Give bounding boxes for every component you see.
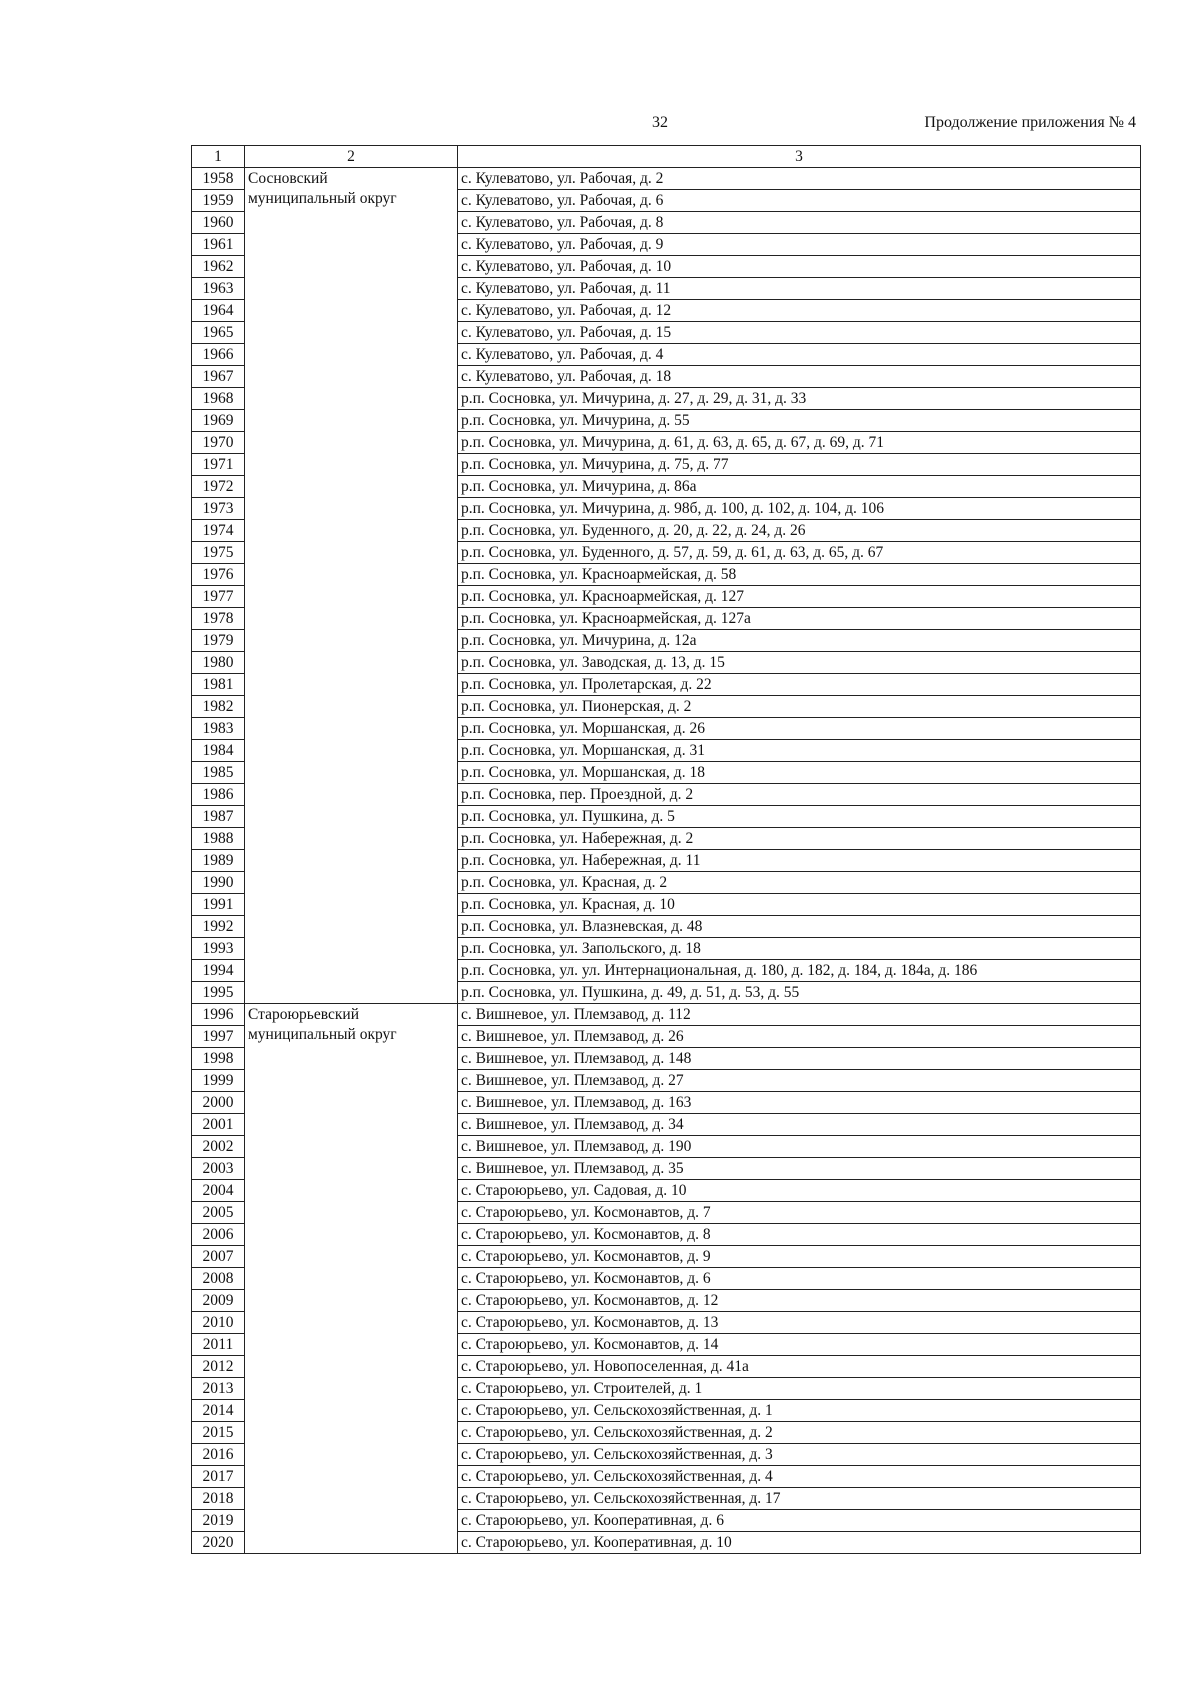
row-number: 1969 [192,410,245,432]
address-cell: с. Кулеватово, ул. Рабочая, д. 12 [458,300,1141,322]
row-number: 1992 [192,916,245,938]
address-cell: с. Кулеватово, ул. Рабочая, д. 18 [458,366,1141,388]
row-number: 1973 [192,498,245,520]
address-cell: с. Староюрьево, ул. Космонавтов, д. 12 [458,1290,1141,1312]
address-cell: р.п. Сосновка, ул. Красноармейская, д. 58 [458,564,1141,586]
address-cell: с. Староюрьево, ул. Сельскохозяйственная, д. 2 [458,1422,1141,1444]
address-cell: с. Вишневое, ул. Племзавод, д. 35 [458,1158,1141,1180]
address-cell: р.п. Сосновка, пер. Проездной, д. 2 [458,784,1141,806]
row-number: 1971 [192,454,245,476]
address-cell: с. Кулеватово, ул. Рабочая, д. 4 [458,344,1141,366]
row-number: 1979 [192,630,245,652]
address-cell: р.п. Сосновка, ул. Мичурина, д. 27, д. 29, д. 31, д. 33 [458,388,1141,410]
address-cell: р.п. Сосновка, ул. Мичурина, д. 12а [458,630,1141,652]
address-cell: с. Вишневое, ул. Племзавод, д. 34 [458,1114,1141,1136]
row-number: 2015 [192,1422,245,1444]
row-number: 2002 [192,1136,245,1158]
row-number: 1997 [192,1026,245,1048]
row-number: 1959 [192,190,245,212]
address-cell: с. Вишневое, ул. Племзавод, д. 27 [458,1070,1141,1092]
address-cell: р.п. Сосновка, ул. Мичурина, д. 61, д. 63, д. 65, д. 67, д. 69, д. 71 [458,432,1141,454]
row-number: 1962 [192,256,245,278]
row-number: 1966 [192,344,245,366]
address-cell: с. Староюрьево, ул. Кооперативная, д. 6 [458,1510,1141,1532]
address-cell: р.п. Сосновка, ул. Моршанская, д. 26 [458,718,1141,740]
address-table-container [191,145,1140,1554]
row-number: 1972 [192,476,245,498]
address-cell: р.п. Сосновка, ул. Влазневская, д. 48 [458,916,1141,938]
address-cell: с. Кулеватово, ул. Рабочая, д. 6 [458,190,1141,212]
table-row [192,168,1141,190]
row-number: 2011 [192,1334,245,1356]
address-cell: с. Староюрьево, ул. Космонавтов, д. 13 [458,1312,1141,1334]
address-cell: с. Вишневое, ул. Племзавод, д. 190 [458,1136,1141,1158]
row-number: 1990 [192,872,245,894]
row-number: 1988 [192,828,245,850]
address-cell: с. Вишневое, ул. Племзавод, д. 148 [458,1048,1141,1070]
row-number: 1967 [192,366,245,388]
row-number: 1982 [192,696,245,718]
address-cell: р.п. Сосновка, ул. Пушкина, д. 5 [458,806,1141,828]
address-cell: с. Староюрьево, ул. Сельскохозяйственная, д. 1 [458,1400,1141,1422]
address-cell: р.п. Сосновка, ул. Набережная, д. 11 [458,850,1141,872]
row-number: 1985 [192,762,245,784]
row-number: 1975 [192,542,245,564]
table-body [192,168,1141,1554]
row-number: 1960 [192,212,245,234]
address-cell: р.п. Сосновка, ул. Пушкина, д. 49, д. 51, д. 53, д. 55 [458,982,1141,1004]
row-number: 1970 [192,432,245,454]
table-header-row [192,146,1141,168]
row-number: 2007 [192,1246,245,1268]
column-header-1: 1 [192,146,245,168]
row-number: 2004 [192,1180,245,1202]
district-name-line2: муниципальный округ [248,190,397,207]
table-row [192,1004,1141,1026]
address-cell: с. Староюрьево, ул. Кооперативная, д. 10 [458,1532,1141,1554]
row-number: 1965 [192,322,245,344]
district-name-line1: Староюрьевский [248,1006,359,1023]
row-number: 2006 [192,1224,245,1246]
address-cell: р.п. Сосновка, ул. Буденного, д. 20, д. 22, д. 24, д. 26 [458,520,1141,542]
row-number: 1964 [192,300,245,322]
address-cell: с. Кулеватово, ул. Рабочая, д. 9 [458,234,1141,256]
appendix-continuation-note: Продолжение приложения № 4 [924,114,1136,131]
row-number: 1983 [192,718,245,740]
address-cell: с. Староюрьево, ул. Сельскохозяйственная, д. 4 [458,1466,1141,1488]
address-cell: с. Староюрьево, ул. Сельскохозяйственная, д. 17 [458,1488,1141,1510]
address-cell: р.п. Сосновка, ул. Мичурина, д. 55 [458,410,1141,432]
row-number: 2013 [192,1378,245,1400]
row-number: 1981 [192,674,245,696]
row-number: 1977 [192,586,245,608]
address-cell: с. Кулеватово, ул. Рабочая, д. 2 [458,168,1141,190]
column-header-2: 2 [245,146,458,168]
column-header-3: 3 [458,146,1141,168]
address-cell: с. Староюрьево, ул. Космонавтов, д. 14 [458,1334,1141,1356]
row-number: 1968 [192,388,245,410]
row-number: 2016 [192,1444,245,1466]
address-cell: с. Кулеватово, ул. Рабочая, д. 10 [458,256,1141,278]
address-cell: р.п. Сосновка, ул. Красная, д. 2 [458,872,1141,894]
district-name-line2: муниципальный округ [248,1026,397,1043]
page-number: 32 [652,114,668,131]
row-number: 2003 [192,1158,245,1180]
address-cell: с. Староюрьево, ул. Новопоселенная, д. 41а [458,1356,1141,1378]
row-number: 2018 [192,1488,245,1510]
row-number: 2020 [192,1532,245,1554]
row-number: 1994 [192,960,245,982]
row-number: 1993 [192,938,245,960]
address-cell: с. Староюрьево, ул. Космонавтов, д. 9 [458,1246,1141,1268]
row-number: 1991 [192,894,245,916]
row-number: 2009 [192,1290,245,1312]
address-cell: р.п. Сосновка, ул. Моршанская, д. 18 [458,762,1141,784]
address-cell: р.п. Сосновка, ул. Красноармейская, д. 127а [458,608,1141,630]
address-cell: р.п. Сосновка, ул. Красноармейская, д. 127 [458,586,1141,608]
address-cell: с. Староюрьево, ул. Сельскохозяйственная, д. 3 [458,1444,1141,1466]
row-number: 2017 [192,1466,245,1488]
address-cell: р.п. Сосновка, ул. Заводская, д. 13, д. 15 [458,652,1141,674]
address-cell: с. Староюрьево, ул. Строителей, д. 1 [458,1378,1141,1400]
row-number: 1996 [192,1004,245,1026]
row-number: 1963 [192,278,245,300]
row-number: 1958 [192,168,245,190]
row-number: 1961 [192,234,245,256]
address-cell: с. Кулеватово, ул. Рабочая, д. 8 [458,212,1141,234]
address-cell: с. Кулеватово, ул. Рабочая, д. 11 [458,278,1141,300]
row-number: 2012 [192,1356,245,1378]
district-name-cell [245,168,458,1004]
address-cell: с. Староюрьево, ул. Космонавтов, д. 7 [458,1202,1141,1224]
district-name-line1: Сосновский [248,170,328,187]
row-number: 1974 [192,520,245,542]
row-number: 1989 [192,850,245,872]
row-number: 2001 [192,1114,245,1136]
address-cell: р.п. Сосновка, ул. ул. Интернациональная, д. 180, д. 182, д. 184, д. 184а, д. 186 [458,960,1141,982]
address-cell: р.п. Сосновка, ул. Пролетарская, д. 22 [458,674,1141,696]
row-number: 1987 [192,806,245,828]
row-number: 1984 [192,740,245,762]
address-cell: с. Кулеватово, ул. Рабочая, д. 15 [458,322,1141,344]
row-number: 1995 [192,982,245,1004]
row-number: 1998 [192,1048,245,1070]
row-number: 2005 [192,1202,245,1224]
row-number: 1999 [192,1070,245,1092]
address-cell: с. Староюрьево, ул. Садовая, д. 10 [458,1180,1141,1202]
address-cell: р.п. Сосновка, ул. Буденного, д. 57, д. 59, д. 61, д. 63, д. 65, д. 67 [458,542,1141,564]
address-cell: р.п. Сосновка, ул. Набережная, д. 2 [458,828,1141,850]
address-cell: р.п. Сосновка, ул. Мичурина, д. 98б, д. 100, д. 102, д. 104, д. 106 [458,498,1141,520]
address-cell: р.п. Сосновка, ул. Пионерская, д. 2 [458,696,1141,718]
address-cell: р.п. Сосновка, ул. Красная, д. 10 [458,894,1141,916]
row-number: 2000 [192,1092,245,1114]
row-number: 2010 [192,1312,245,1334]
address-cell: с. Староюрьево, ул. Космонавтов, д. 8 [458,1224,1141,1246]
address-cell: р.п. Сосновка, ул. Запольского, д. 18 [458,938,1141,960]
row-number: 1978 [192,608,245,630]
district-name-cell [245,1004,458,1554]
row-number: 1976 [192,564,245,586]
address-cell: с. Вишневое, ул. Племзавод, д. 112 [458,1004,1141,1026]
row-number: 2019 [192,1510,245,1532]
address-cell: р.п. Сосновка, ул. Моршанская, д. 31 [458,740,1141,762]
address-cell: с. Староюрьево, ул. Космонавтов, д. 6 [458,1268,1141,1290]
address-cell: с. Вишневое, ул. Племзавод, д. 163 [458,1092,1141,1114]
row-number: 1986 [192,784,245,806]
row-number: 2014 [192,1400,245,1422]
address-table [191,145,1141,1554]
address-cell: с. Вишневое, ул. Племзавод, д. 26 [458,1026,1141,1048]
address-cell: р.п. Сосновка, ул. Мичурина, д. 86а [458,476,1141,498]
row-number: 1980 [192,652,245,674]
address-cell: р.п. Сосновка, ул. Мичурина, д. 75, д. 77 [458,454,1141,476]
row-number: 2008 [192,1268,245,1290]
